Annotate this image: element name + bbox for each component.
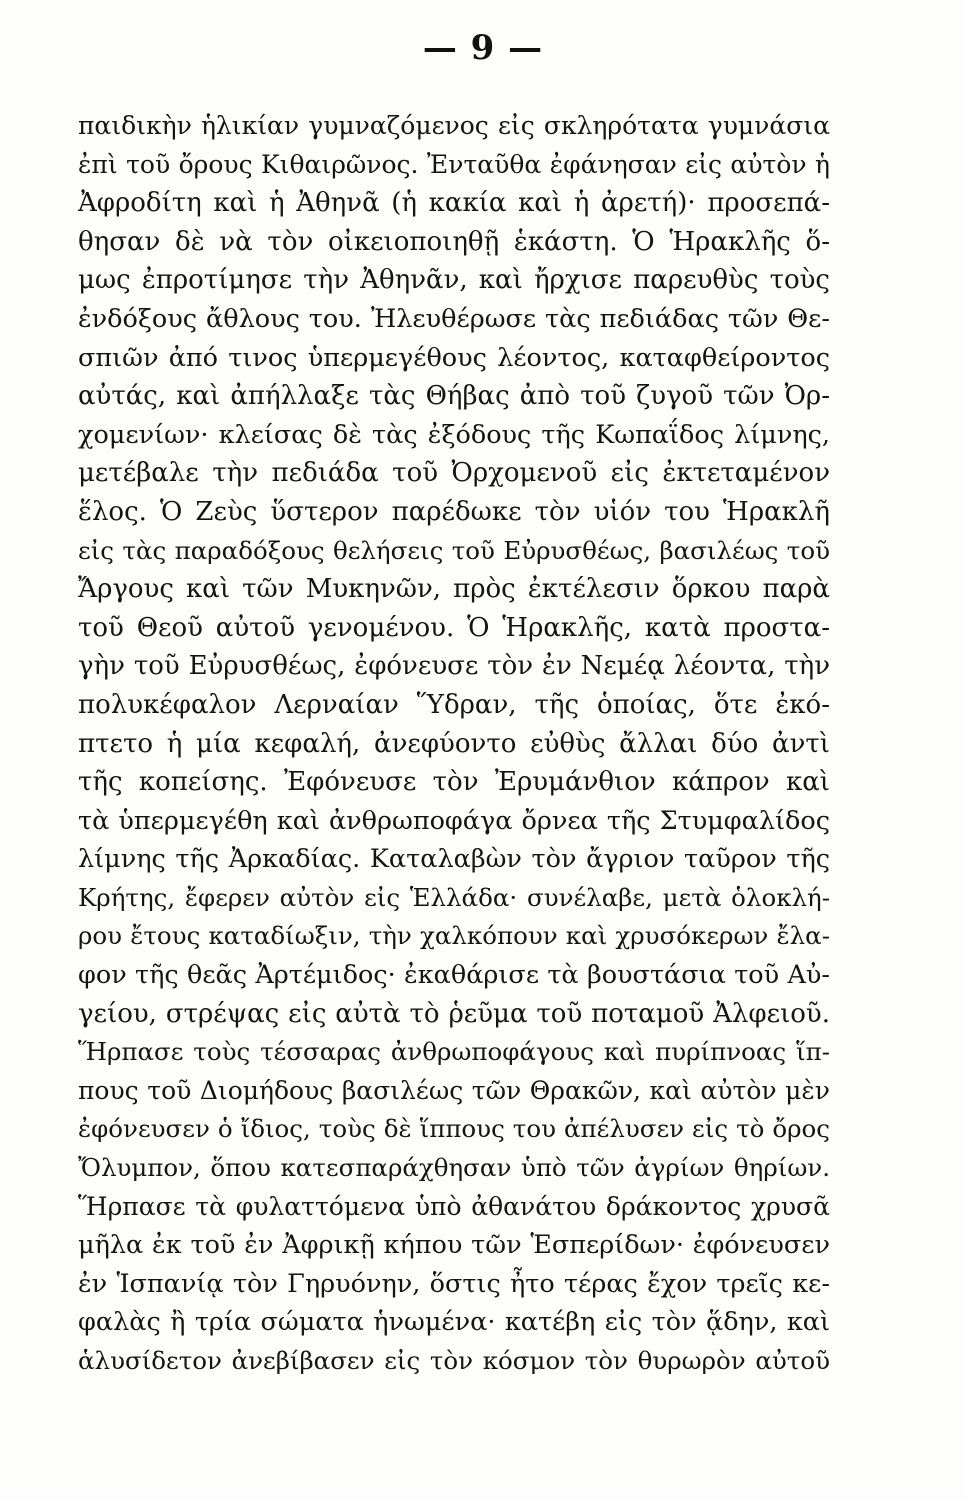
text-line: λίμνης τῆς Ἀρκαδίας. Καταλαβὼν τὸν ἄγριον ταῦρον τῆς	[78, 844, 830, 875]
text-line: ἁλυσίδετον ἀνεβίβασεν εἰς τὸν κόσμον τὸν θυρωρὸν αὐτοῦ	[78, 1346, 830, 1375]
text-line: παιδικὴν ἡλικίαν γυμναζόμενος εἰς σκληρότατα γυμνάσια	[78, 111, 830, 140]
text-line: ρου ἔτους καταδίωξιν, τὴν χαλκόπουν καὶ χρυσόκερων ἔλα-	[78, 921, 830, 951]
text-line: τῆς κοπείσης. Ἐφόνευσε τὸν Ἐρυμάνθιον κάπρον καὶ	[78, 767, 830, 798]
text-line: πολυκέφαλον Λερναίαν Ὕδραν, τῆς ὁποίας, ὅτε ἐκό-	[78, 689, 830, 720]
text-line: σπιῶν ἀπό τινος ὑπερμεγέθους λέοντος, καταφθείροντος	[78, 342, 830, 373]
text-line: πους τοῦ Διομήδους βασιλέως τῶν Θρακῶν, καὶ αὐτὸν μὲν	[78, 1075, 830, 1105]
text-line: Ἥρπασε τὰ φυλαττόμενα ὑπὸ ἀθανάτου δράκοντος χρυσᾶ	[78, 1191, 830, 1221]
text-line: πτετο ἡ μία κεφαλή, ἀνεφύοντο εὐθὺς ἄλλαι δύο ἀντὶ	[78, 728, 830, 759]
text-line: ἕλος. Ὁ Ζεὺς ὕστερον παρέδωκε τὸν υἱόν του Ἡρακλῆ	[78, 496, 830, 527]
text-line: φαλὰς ἢ τρία σώματα ἡνωμένα· κατέβη εἰς τὸν ᾅδην, καὶ	[78, 1307, 830, 1338]
text-line: φον τῆς θεᾶς Ἀρτέμιδος· ἐκαθάρισε τὰ βουστάσια τοῦ Αὐ-	[78, 960, 830, 991]
text-line: γείου, στρέψας εἰς αὐτὰ τὸ ῥεῦμα τοῦ ποταμοῦ Ἀλφειοῦ.	[78, 998, 830, 1029]
text-line: τὰ ὑπερμεγέθη καὶ ἀνθρωποφάγα ὄρνεα τῆς Στυμφαλίδος	[78, 805, 830, 836]
text-line: ἐφόνευσεν ὁ ἴδιος, τοὺς δὲ ἵππους του ἀπέλυσεν εἰς τὸ ὄρος	[78, 1114, 830, 1144]
text-line: ἐπὶ τοῦ ὄρους Κιθαιρῶνος. Ἐνταῦθα ἐφάνησαν εἰς αὐτὸν ἡ	[78, 149, 830, 179]
text-line: αὐτάς, καὶ ἀπήλλαξε τὰς Θήβας ἀπὸ τοῦ ζυγοῦ τῶν Ὀρ-	[78, 381, 830, 412]
text-line: Ἄργους καὶ τῶν Μυκηνῶν, πρὸς ἐκτέλεσιν ὅρκου παρὰ	[78, 574, 830, 605]
text-line: Ἀφροδίτη καὶ ἡ Ἀθηνᾶ (ἡ κακία καὶ ἡ ἀρετή)· προσεπά-	[78, 188, 830, 219]
text-line: Ὄλυμπον, ὅπου κατεσπαράχθησαν ὑπὸ τῶν ἀγρίων θηρίων.	[78, 1153, 830, 1183]
text-line: εἰς τὰς παραδόξους θελήσεις τοῦ Εὐρυσθέως, βασιλέως τοῦ	[78, 535, 830, 565]
text-line: μως ἐπροτίμησε τὴν Ἀθηνᾶν, καὶ ἤρχισε παρευθὺς τοὺς	[78, 265, 830, 296]
page-number: — 9 —	[422, 28, 544, 68]
text-line: γὴν τοῦ Εὐρυσθέως, ἐφόνευσε τὸν ἐν Νεμέᾳ λέοντα, τὴν	[78, 651, 830, 682]
text-line: θησαν δὲ νὰ τὸν οἰκειοποιηθῇ ἑκάστη. Ὁ Ἡρακλῆς ὅ-	[78, 226, 830, 257]
text-line: Ἥρπασε τοὺς τέσσαρας ἀνθρωποφάγους καὶ πυρίπνοας ἵπ-	[78, 1037, 830, 1067]
text-line: μῆλα ἐκ τοῦ ἐν Ἀφρικῇ κήπου τῶν Ἑσπερίδων· ἐφόνευσεν	[78, 1230, 830, 1261]
text-line: ἐν Ἱσπανίᾳ τὸν Γηρυόνην, ὅστις ἦτο τέρας ἔχον τρεῖς κε-	[78, 1268, 830, 1299]
text-line: χομενίων· κλείσας δὲ τὰς ἐξόδους τῆς Κωπαΐδος λίμνης,	[78, 419, 830, 450]
text-line: μετέβαλε τὴν πεδιάδα τοῦ Ὀρχομενοῦ εἰς ἐκτεταμένον	[78, 458, 830, 489]
text-line: ἐνδόξους ἄθλους του. Ἠλευθέρωσε τὰς πεδιάδας τῶν Θε-	[78, 303, 830, 334]
body-text	[78, 107, 830, 1381]
text-line: τοῦ Θεοῦ αὐτοῦ γενομένου. Ὁ Ἡρακλῆς, κατὰ προστα-	[78, 612, 830, 643]
text-line: Κρήτης, ἔφερεν αὐτὸν εἰς Ἑλλάδα· συνέλαβε, μετὰ ὁλοκλή-	[78, 882, 830, 912]
